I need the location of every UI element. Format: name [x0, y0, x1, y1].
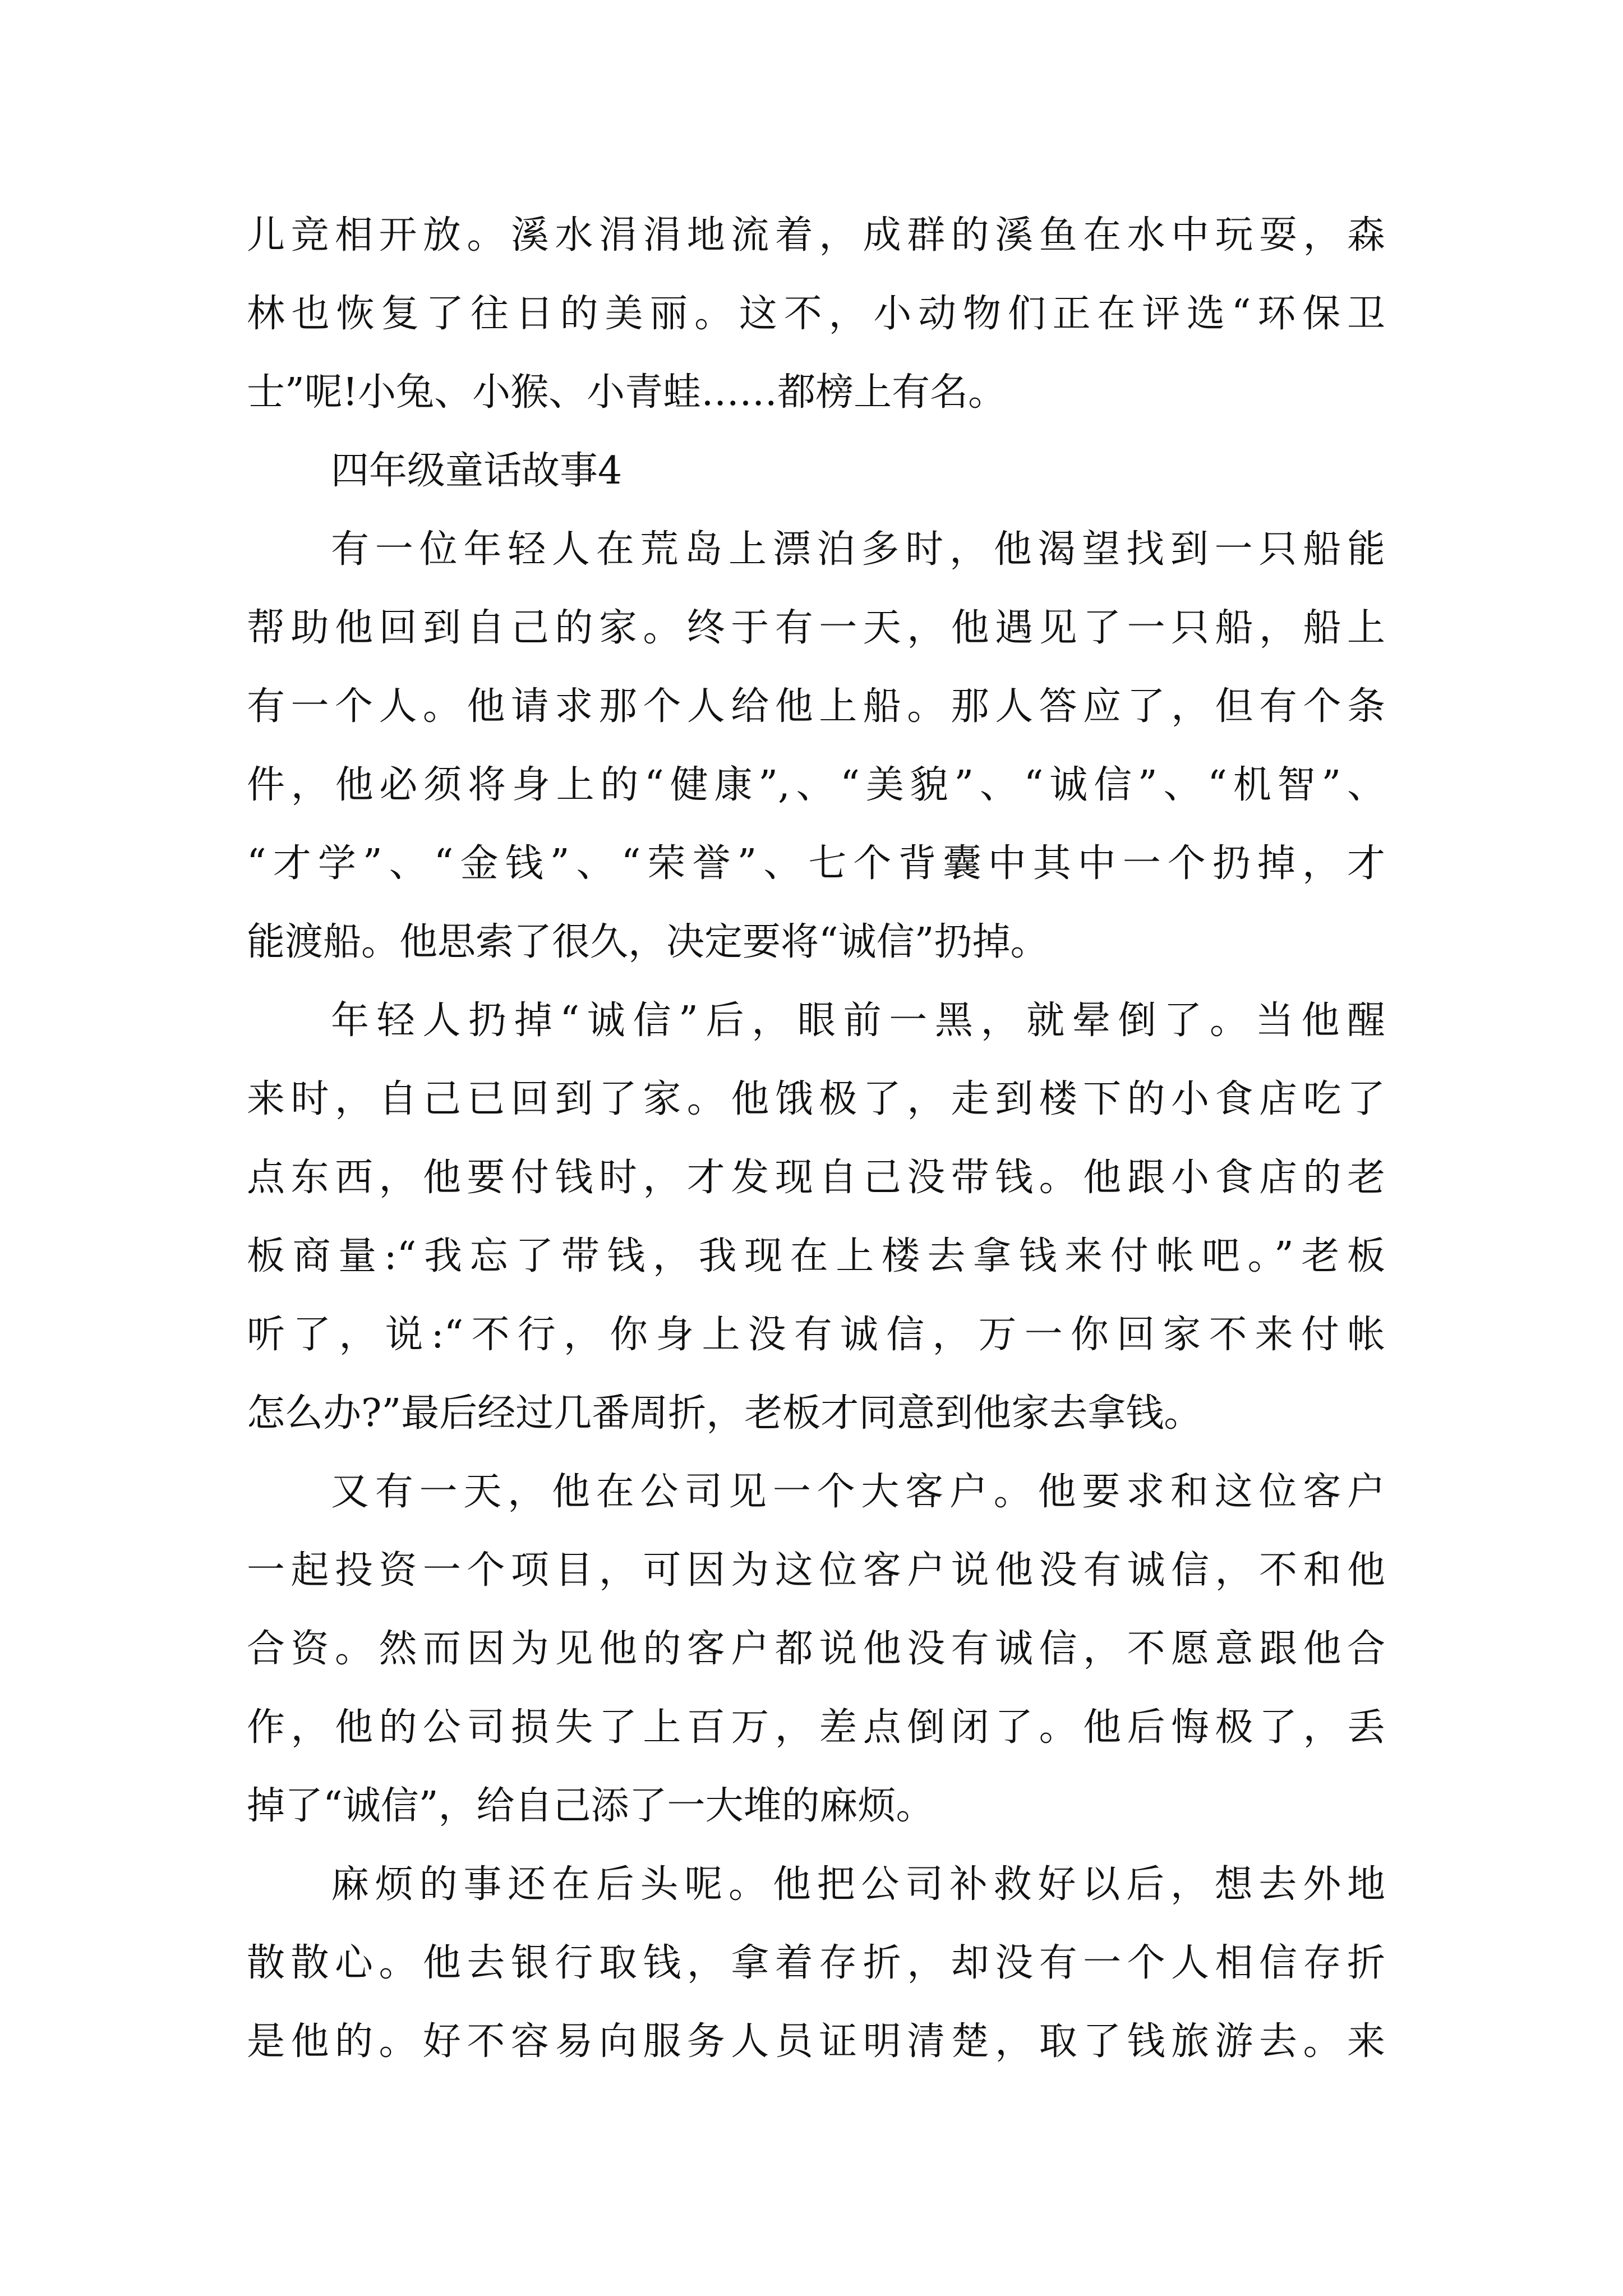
text-line: 听了，说:“不行，你身上没有诚信，万一你回家不来付帐	[247, 1313, 1385, 1357]
text-line: 件，他必须将身上的“健康”,、“美貌”、“诚信”、“机智”、	[247, 763, 1385, 807]
text-line: 怎么办?”最后经过几番周折，老板才同意到他家去拿钱。	[247, 1391, 1202, 1435]
text-line: 有一位年轻人在荒岛上漂泊多时，他渴望找到一只船能	[331, 527, 1385, 572]
text-line: 有一个人。他请求那个人给他上船。那人答应了，但有个条	[247, 684, 1385, 729]
text-line: 儿竞相开放。溪水涓涓地流着，成群的溪鱼在水中玩耍，森	[247, 213, 1385, 257]
text-line: 能渡船。他思索了很久，决定要将“诚信”扔掉。	[247, 920, 1049, 964]
text-line: 来时，自己已回到了家。他饿极了，走到楼下的小食店吃了	[247, 1077, 1385, 1121]
section-heading: 四年级童话故事4	[331, 449, 623, 493]
text-line: 又有一天，他在公司见一个大客户。他要求和这位客户	[331, 1470, 1385, 1514]
text-line: 是他的。好不容易向服务人员证明清楚，取了钱旅游去。来	[247, 2019, 1385, 2064]
text-line: 合资。然而因为见他的客户都说他没有诚信，不愿意跟他合	[247, 1627, 1385, 1671]
text-line: 掉了“诚信”，给自己添了一大堆的麻烦。	[247, 1784, 934, 1828]
text-line: 帮助他回到自己的家。终于有一天，他遇见了一只船，船上	[247, 606, 1385, 650]
text-line: 林也恢复了往日的美丽。这不，小动物们正在评选“环保卫	[247, 292, 1385, 336]
text-line: 板商量:“我忘了带钱，我现在上楼去拿钱来付帐吧。”老板	[247, 1234, 1385, 1278]
text-line: 一起投资一个项目，可因为这位客户说他没有诚信，不和他	[247, 1548, 1385, 1593]
text-line: 散散心。他去银行取钱，拿着存折，却没有一个人相信存折	[247, 1941, 1385, 1985]
document-body	[247, 196, 1385, 2081]
text-line: 麻烦的事还在后头呢。他把公司补救好以后，想去外地	[331, 1862, 1385, 1907]
text-line: 点东西，他要付钱时，才发现自己没带钱。他跟小食店的老	[247, 1156, 1385, 1200]
text-line: 士”呢!小兔、小猴、小青蛙……都榜上有名。	[247, 370, 1007, 415]
text-line: 作，他的公司损失了上百万，差点倒闭了。他后悔极了，丢	[247, 1705, 1385, 1750]
text-line: 年轻人扔掉“诚信”后，眼前一黑，就晕倒了。当他醒	[331, 999, 1385, 1043]
text-line: “才学”、“金钱”、“荣誉”、七个背囊中其中一个扔掉，才	[247, 841, 1385, 886]
